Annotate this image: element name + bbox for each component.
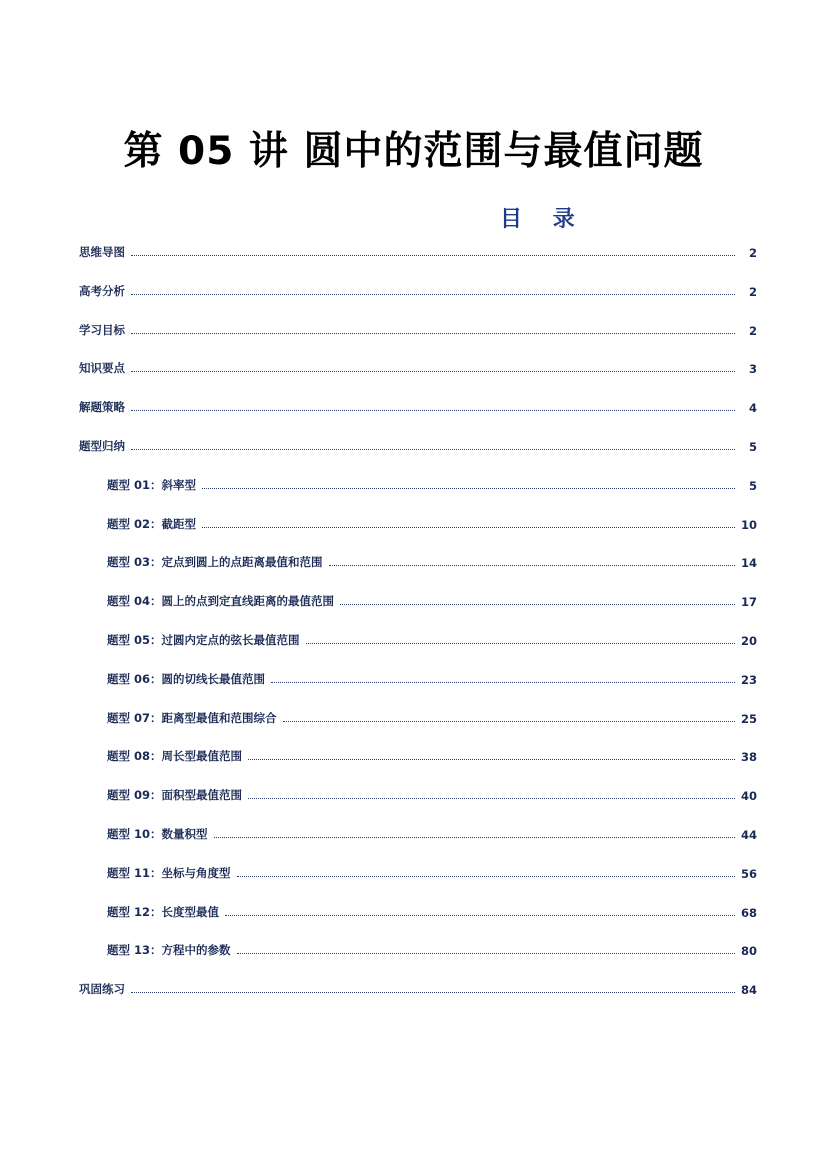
toc-dot-leader xyxy=(225,915,735,916)
toc-entry-label: 题型 11：坐标与角度型 xyxy=(107,865,231,880)
toc-entry-label: 题型 02：截距型 xyxy=(107,516,197,531)
toc-entry-label: 思维导图 xyxy=(79,245,125,259)
toc-entry-label: 题型 05：过圆内定点的弦长最值范围 xyxy=(107,633,300,647)
toc-entry-page: 5 xyxy=(748,440,757,454)
toc-entry[interactable] xyxy=(79,320,757,338)
document-title: 第 05 讲 圆中的范围与最值问题 xyxy=(123,129,704,174)
toc-entry[interactable] xyxy=(107,669,757,687)
toc-entry-page: 4 xyxy=(748,401,757,416)
toc-dot-leader xyxy=(329,565,735,566)
toc-dot-leader xyxy=(237,876,735,877)
toc-entry[interactable] xyxy=(79,358,757,376)
toc-entry-page: 68 xyxy=(740,905,757,920)
toc-entry[interactable] xyxy=(107,902,757,920)
toc-entry-label: 知识要点 xyxy=(79,361,125,376)
toc-entry-page: 38 xyxy=(740,750,757,765)
toc-entry-label: 题型 01：斜率型 xyxy=(107,477,197,492)
toc-entry-label: 题型 07：距离型最值和范围综合 xyxy=(107,710,277,725)
toc-entry[interactable] xyxy=(79,436,757,454)
toc-dot-leader xyxy=(202,488,735,489)
toc-entry-label: 题型 08：周长型最值范围 xyxy=(107,749,243,764)
toc-dot-leader xyxy=(271,682,735,683)
toc-entry-page: 5 xyxy=(748,478,757,493)
toc-entry[interactable] xyxy=(79,397,757,415)
toc-entry[interactable] xyxy=(107,708,757,726)
toc-dot-leader xyxy=(131,992,735,993)
toc-heading: 目 录 xyxy=(500,207,575,232)
toc-entry-page: 2 xyxy=(748,246,757,260)
toc-entry-label: 题型归纳 xyxy=(79,439,125,453)
toc-entry-label: 学习目标 xyxy=(79,322,125,337)
toc-dot-leader xyxy=(248,759,735,760)
toc-entry[interactable] xyxy=(107,824,757,842)
toc-entry-page: 2 xyxy=(748,323,757,338)
toc-entry[interactable] xyxy=(79,242,757,260)
toc-entry-label: 题型 06：圆的切线长最值范围 xyxy=(107,671,266,686)
toc-dot-leader xyxy=(248,798,735,799)
toc-dot-leader xyxy=(131,294,735,295)
toc-entry-label: 题型 04：圆上的点到定直线距离的最值范围 xyxy=(107,594,335,609)
toc-entry-page: 2 xyxy=(748,284,757,299)
toc-entry-label: 题型 09：面积型最值范围 xyxy=(107,788,243,803)
toc-entry-page: 44 xyxy=(740,828,757,842)
toc-entry[interactable] xyxy=(79,979,757,997)
toc-entry-page: 3 xyxy=(748,362,757,377)
toc-entry[interactable] xyxy=(107,746,757,764)
toc-entry-page: 23 xyxy=(740,672,757,687)
toc-entry[interactable] xyxy=(107,475,757,493)
toc-entry-page: 56 xyxy=(740,866,757,881)
toc-dot-leader xyxy=(202,527,735,528)
toc-entry-page: 20 xyxy=(740,634,757,648)
toc-entry-label: 题型 12：长度型最值 xyxy=(107,904,220,919)
toc-entry[interactable] xyxy=(107,630,757,648)
toc-entry-page: 40 xyxy=(740,789,757,804)
toc-entry-label: 解题策略 xyxy=(79,400,125,415)
toc-entry[interactable] xyxy=(107,785,757,803)
toc-entry[interactable] xyxy=(107,552,757,570)
toc-entry-page: 84 xyxy=(740,983,757,998)
toc-entry-page: 25 xyxy=(740,711,757,726)
toc-entry[interactable] xyxy=(107,863,757,881)
toc-dot-leader xyxy=(237,953,735,954)
toc-dot-leader xyxy=(131,333,735,334)
toc-dot-leader xyxy=(306,643,735,644)
toc-entry-label: 高考分析 xyxy=(79,283,125,298)
toc-entry[interactable] xyxy=(79,281,757,299)
toc-entry-label: 巩固练习 xyxy=(79,982,125,997)
toc-entry[interactable] xyxy=(107,940,757,958)
toc-entry-page: 17 xyxy=(740,595,757,610)
toc-entry-label: 题型 10：数量积型 xyxy=(107,827,208,841)
toc-dot-leader xyxy=(131,410,735,411)
toc-dot-leader xyxy=(340,604,735,605)
toc-dot-leader xyxy=(131,371,735,372)
toc-entry-label: 题型 13：方程中的参数 xyxy=(107,943,231,958)
toc-dot-leader xyxy=(131,255,735,256)
toc-entry-page: 14 xyxy=(740,556,757,571)
toc-entry-page: 10 xyxy=(740,517,757,532)
toc-entry[interactable] xyxy=(107,514,757,532)
toc-dot-leader xyxy=(283,721,735,722)
toc-dot-leader xyxy=(214,837,735,838)
toc-entry-label: 题型 03：定点到圆上的点距离最值和范围 xyxy=(107,555,323,570)
toc-dot-leader xyxy=(131,449,735,450)
toc-entry[interactable] xyxy=(107,591,757,609)
toc-entry-page: 80 xyxy=(740,944,757,959)
